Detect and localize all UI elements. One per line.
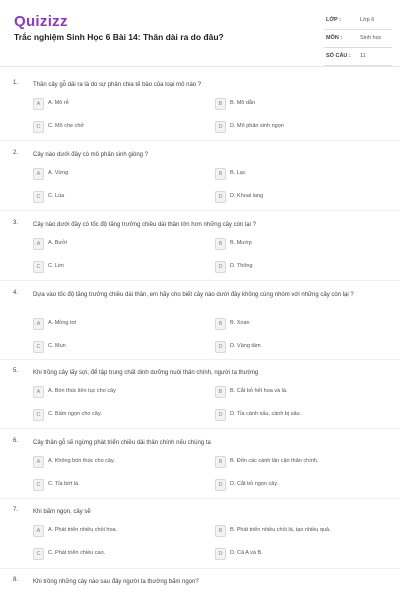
question-number: 4. (13, 290, 19, 296)
option-a[interactable] (33, 456, 193, 468)
option-a[interactable] (33, 238, 193, 250)
option-letter: B (215, 238, 226, 250)
option-text: D. Vàng tâm (230, 343, 261, 349)
option-text: C. Mun (48, 343, 66, 349)
option-letter: B (215, 456, 226, 468)
meta-class-label: LỚP : (326, 17, 341, 23)
question-text: Khi trồng những cây nào sau đây người ta thường bấm ngọn? (33, 579, 199, 585)
option-d[interactable] (215, 479, 375, 491)
meta-subject-value: Sinh học (360, 35, 382, 41)
option-d[interactable] (215, 191, 375, 203)
option-d[interactable] (215, 341, 375, 353)
option-letter: A (33, 456, 44, 468)
question-number: 2. (13, 150, 19, 156)
option-text: B. Mô dẫn (230, 100, 256, 106)
option-c[interactable] (33, 479, 193, 491)
option-letter: D (215, 121, 226, 133)
question-number: 5. (13, 368, 19, 374)
option-c[interactable] (33, 409, 193, 421)
option-letter: B (215, 386, 226, 398)
option-d[interactable] (215, 409, 375, 421)
option-a[interactable] (33, 98, 193, 110)
option-text: A. Vừng (48, 170, 69, 176)
option-a[interactable] (33, 168, 193, 180)
meta-subject-label: MÔN : (326, 35, 343, 41)
question-separator (0, 498, 400, 499)
option-a[interactable] (33, 318, 193, 330)
option-letter: D (215, 261, 226, 273)
option-text: C. Lúa (48, 193, 65, 199)
option-text: B. Mướp (230, 240, 252, 246)
question-separator (0, 280, 400, 281)
option-text: C. Bấm ngọn cho cây. (48, 411, 102, 417)
option-text: C. Mô che chở (48, 123, 85, 129)
question-text: Khi bấm ngọn, cây sẽ (33, 509, 91, 515)
option-letter: B (215, 168, 226, 180)
option-letter: C (33, 479, 44, 491)
question-separator (0, 210, 400, 211)
question-separator (0, 428, 400, 429)
option-b[interactable] (215, 168, 375, 180)
option-text: B. Lạc (230, 170, 246, 176)
option-text: A. Phát triển nhiều chồi hoa. (48, 527, 118, 533)
meta-count-value: 11 (360, 53, 366, 59)
meta-class-value: Lớp 6 (360, 17, 375, 23)
worksheet-header (0, 0, 400, 70)
option-a[interactable] (33, 386, 193, 398)
option-text: B. Xoan (230, 320, 250, 326)
quizizz-logo: Quizizz (14, 13, 68, 30)
option-letter: B (215, 525, 226, 537)
option-c[interactable] (33, 261, 193, 273)
option-letter: D (215, 191, 226, 203)
question-text: Cây thân gỗ sẽ ngừng phát triển chiều dài thân chính nếu chúng ta (33, 440, 211, 446)
option-text: A. Mô rễ (48, 100, 69, 106)
option-letter: A (33, 386, 44, 398)
option-letter: D (215, 548, 226, 560)
option-text: B. Đốn các cành lân cận thân chính. (230, 458, 319, 464)
question-number: 7. (13, 507, 19, 513)
option-letter: A (33, 98, 44, 110)
option-d[interactable] (215, 121, 375, 133)
option-c[interactable] (33, 121, 193, 133)
question-text: Thân cây gỗ dài ra là do sự phân chia tế bào của loại mô nào ? (33, 82, 202, 88)
option-text: A. Không bón thúc cho cây. (48, 458, 115, 464)
meta-subject-row (324, 30, 392, 48)
question-text: Cây nào dưới đây có mô phân sinh giòng ? (33, 152, 149, 158)
option-letter: D (215, 341, 226, 353)
option-text: D. Mô phân sinh ngọn (230, 123, 284, 129)
option-letter: A (33, 168, 44, 180)
option-a[interactable] (33, 525, 193, 537)
option-text: A. Bưởi (48, 240, 67, 246)
question-number: 6. (13, 438, 19, 444)
option-c[interactable] (33, 548, 193, 560)
option-b[interactable] (215, 238, 375, 250)
option-text: D. Tỉa cành xấu, cành bị sâu. (230, 411, 302, 417)
meta-count-row (324, 48, 392, 66)
option-b[interactable] (215, 318, 375, 330)
option-letter: C (33, 341, 44, 353)
question-number: 3. (13, 220, 19, 226)
option-letter: C (33, 261, 44, 273)
option-d[interactable] (215, 261, 375, 273)
option-letter: D (215, 409, 226, 421)
worksheet-meta (324, 12, 392, 66)
option-text: A. Mồng tơi (48, 320, 77, 326)
option-text: D. Cắt bỏ ngọn cây. (230, 481, 279, 487)
option-text: D. Khoai lang (230, 193, 264, 199)
option-text: C. Lim (48, 263, 64, 269)
option-text: B. Cắt bỏ hết hoa và lá. (230, 388, 288, 394)
option-b[interactable] (215, 386, 375, 398)
option-text: D. Thông (230, 263, 253, 269)
question-separator (0, 568, 400, 569)
option-b[interactable] (215, 525, 375, 537)
question-separator (0, 140, 400, 141)
option-d[interactable] (215, 548, 375, 560)
option-letter: A (33, 525, 44, 537)
question-number: 8. (13, 577, 19, 583)
option-letter: A (33, 238, 44, 250)
option-text: C. Tỉa bớt lá. (48, 481, 80, 487)
worksheet-title: Trắc nghiệm Sinh Học 6 Bài 14: Thân dài ra do đâu? (14, 32, 224, 42)
meta-class-row (324, 12, 392, 30)
option-letter: B (215, 318, 226, 330)
option-text: B. Phát triển nhiều chồi lá, tạo nhiều quả. (230, 527, 331, 533)
meta-count-label: SỐ CÂU : (326, 53, 351, 59)
option-b[interactable] (215, 456, 375, 468)
option-text: C. Phát triển chiều cao. (48, 550, 106, 556)
question-separator (0, 359, 400, 360)
option-letter: C (33, 409, 44, 421)
option-letter: A (33, 318, 44, 330)
option-b[interactable] (215, 98, 375, 110)
option-letter: C (33, 548, 44, 560)
question-text: Khi trồng cây lấy sợi, để tập trung chất dinh dưỡng nuôi thân chính, người ta thường (33, 370, 259, 376)
option-c[interactable] (33, 341, 193, 353)
option-c[interactable] (33, 191, 193, 203)
question-text: Dựa vào tốc độ tăng trưởng chiều dài thân, em hãy cho biết cây nào dưới đây không cùng nhóm với những cây còn lại ? (33, 292, 354, 298)
question-number: 1. (13, 80, 19, 86)
option-letter: B (215, 98, 226, 110)
header-divider (0, 66, 400, 67)
option-text: D. Cả A và B. (230, 550, 263, 556)
question-text: Cây nào dưới đây có tốc độ tăng trưởng chiều dài thân lớn hơn những cây còn lại ? (33, 222, 256, 228)
option-letter: C (33, 191, 44, 203)
option-letter: C (33, 121, 44, 133)
option-letter: D (215, 479, 226, 491)
option-text: A. Bón thúc liên tục cho cây (48, 388, 116, 394)
